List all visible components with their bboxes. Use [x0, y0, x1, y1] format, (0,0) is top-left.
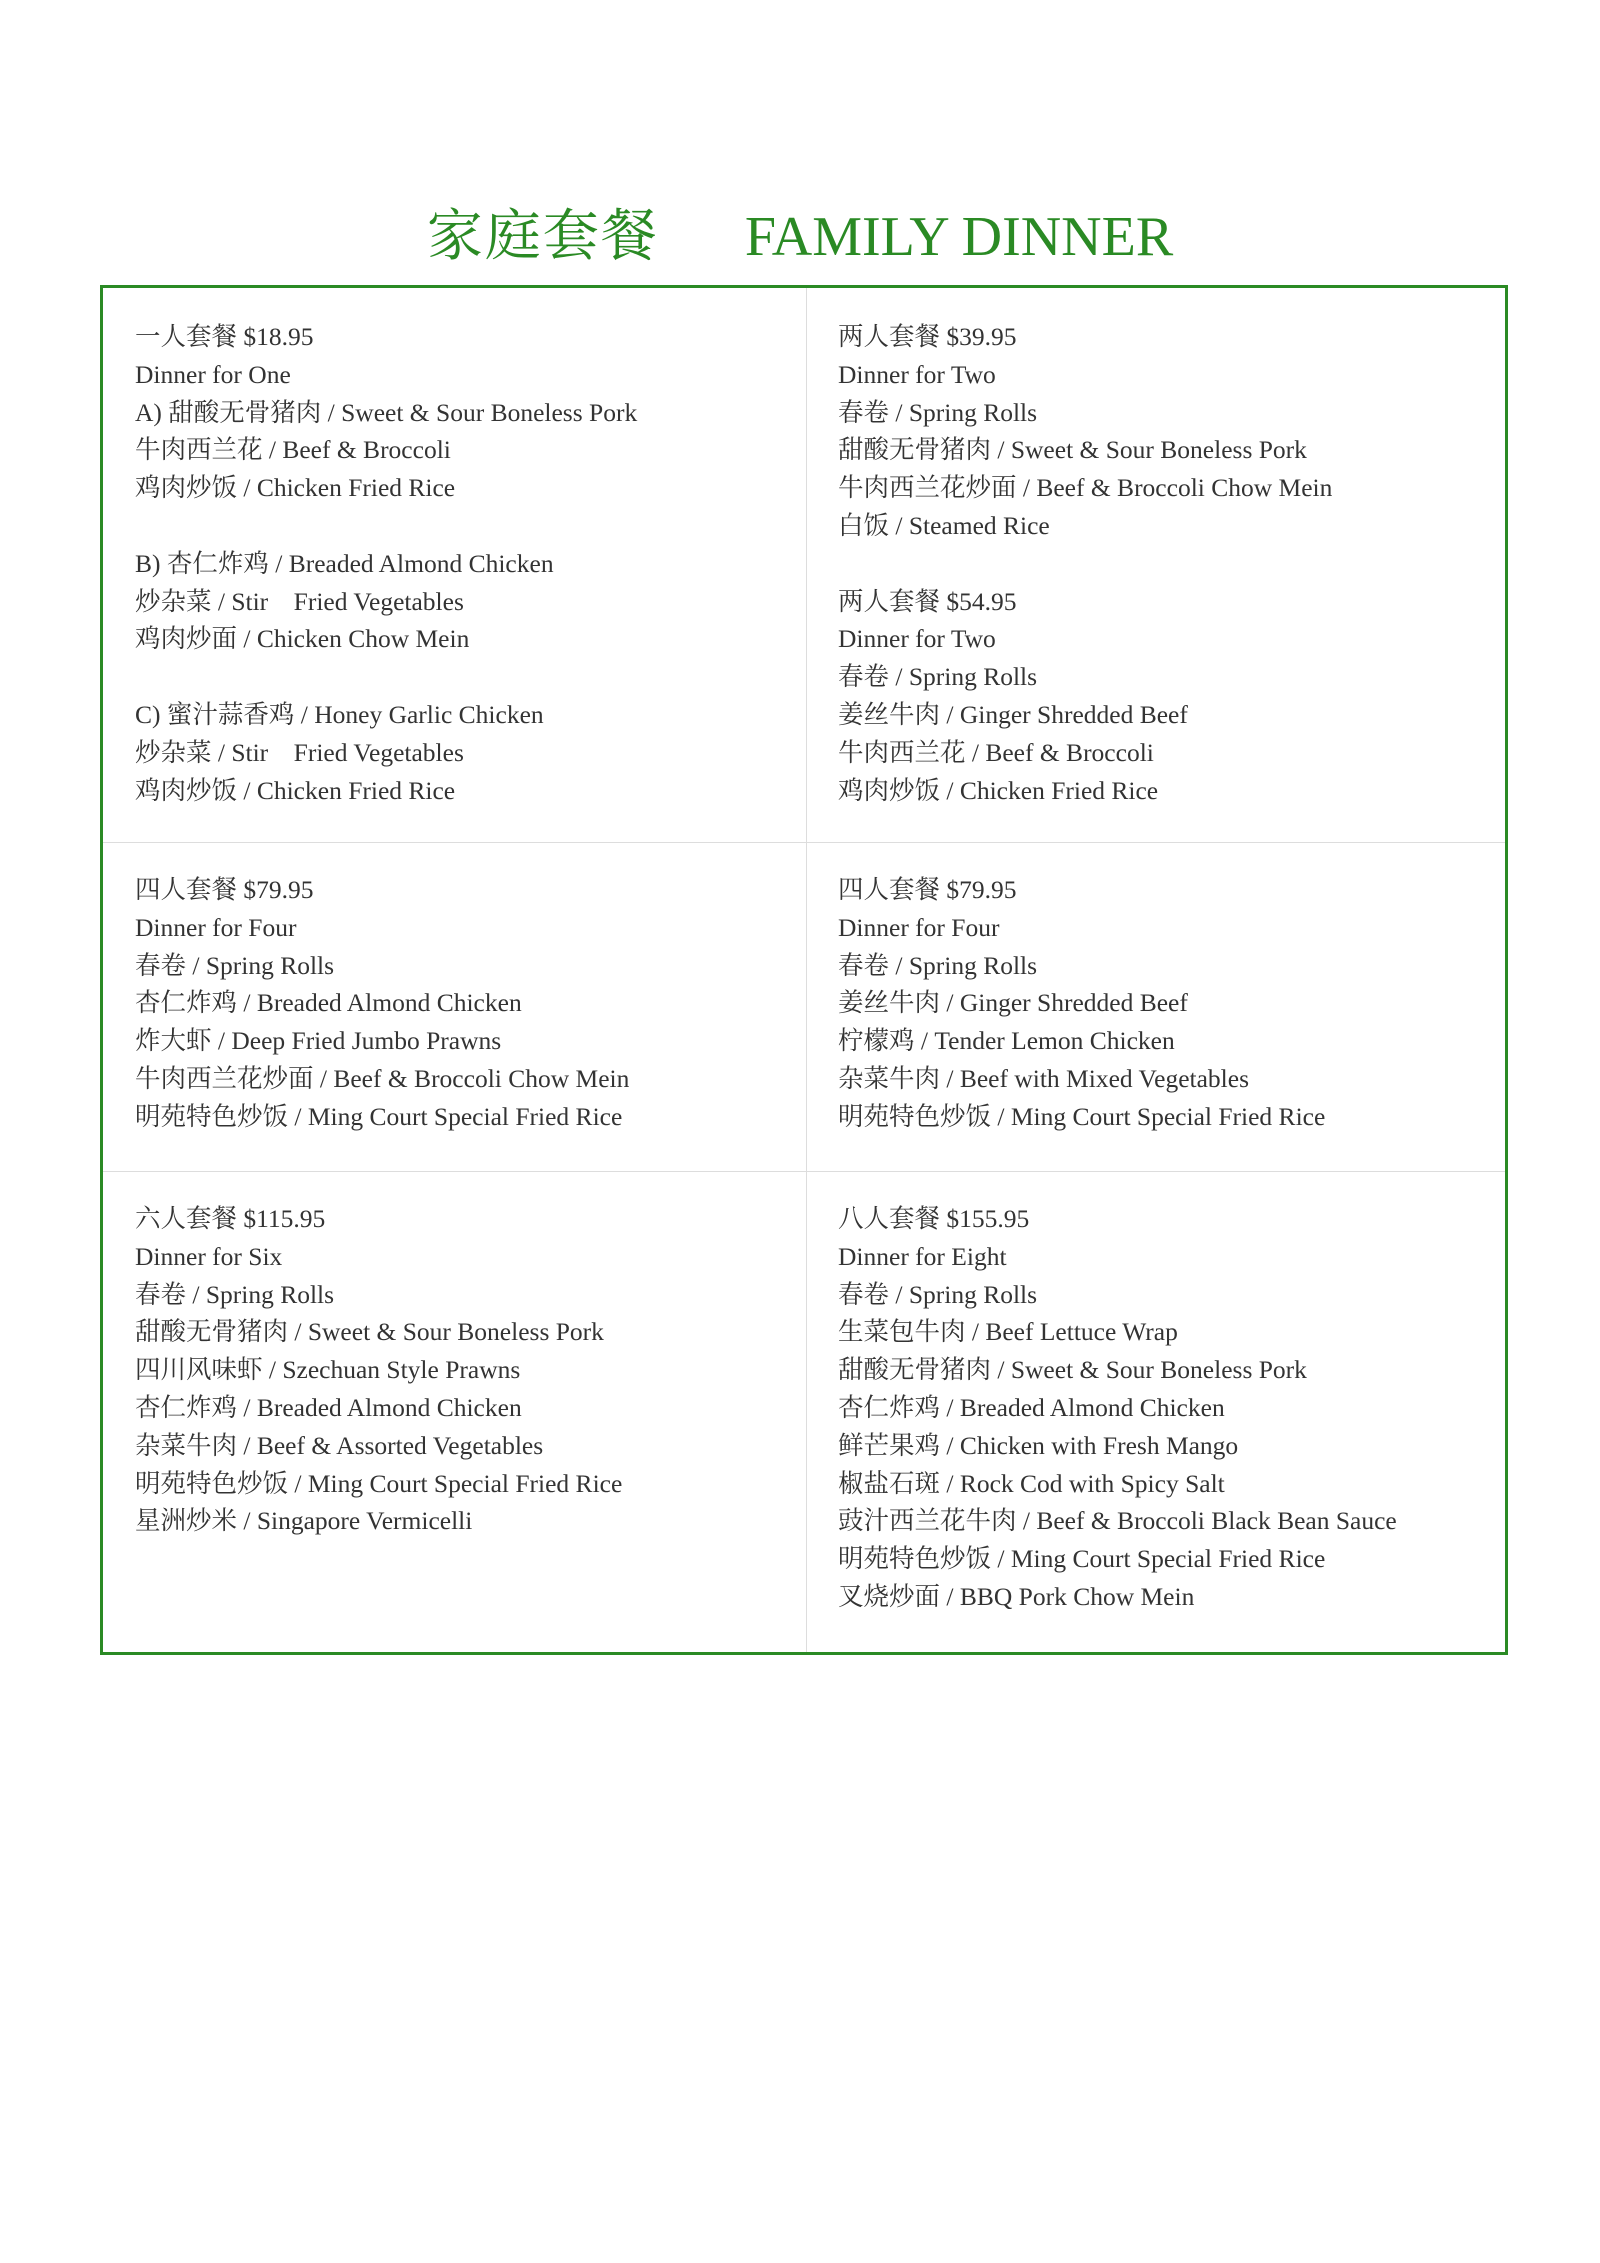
- family-dinner-menu-table: [100, 285, 1508, 1655]
- set-price: 八人套餐 $155.95: [838, 1204, 1030, 1233]
- row-divider: [103, 1171, 1505, 1172]
- menu-item: 春卷 / Spring Rolls: [838, 397, 1038, 427]
- menu-item: 四川风味虾 / Szechuan Style Prawns: [135, 1355, 521, 1385]
- menu-item: 叉烧炒面 / BBQ Pork Chow Mein: [838, 1581, 1195, 1611]
- spacer: [135, 507, 806, 545]
- menu-item: 甜酸无骨猪肉 / Sweet & Sour Boneless Pork: [135, 1317, 604, 1347]
- menu-item: 椒盐石斑 / Rock Cod with Spicy Salt: [838, 1468, 1225, 1498]
- menu-item: 春卷 / Spring Rolls: [838, 662, 1038, 692]
- menu-item: 白饭 / Steamed Rice: [838, 510, 1050, 540]
- menu-cell-dinner-for-one: [103, 318, 806, 842]
- menu-item: B) 杏仁炸鸡 / Breaded Almond Chicken: [135, 548, 554, 578]
- set-price: 四人套餐 $79.95: [838, 875, 1017, 904]
- menu-cell-dinner-for-six: [103, 1200, 806, 1640]
- menu-item: 牛肉西兰花炒面 / Beef & Broccoli Chow Mein: [135, 1063, 630, 1093]
- page-title-chinese: 家庭套餐: [426, 206, 659, 268]
- menu-item: 春卷 / Spring Rolls: [838, 950, 1038, 980]
- row-divider: [103, 842, 1505, 843]
- menu-cell-dinner-for-two: [806, 318, 1505, 842]
- menu-item: 炸大虾 / Deep Fried Jumbo Prawns: [135, 1026, 502, 1056]
- menu-item: 生菜包牛肉 / Beef Lettuce Wrap: [838, 1317, 1178, 1347]
- menu-item: 鸡肉炒面 / Chicken Chow Mein: [135, 624, 470, 654]
- menu-item: 豉汁西兰花牛肉 / Beef & Broccoli Black Bean Sauce: [838, 1506, 1397, 1536]
- menu-item: 鸡肉炒饭 / Chicken Fried Rice: [838, 775, 1159, 805]
- set-name: Dinner for Six: [135, 1241, 283, 1271]
- menu-item: 甜酸无骨猪肉 / Sweet & Sour Boneless Pork: [838, 1355, 1307, 1385]
- page-title-english: FAMILY DINNER: [744, 206, 1174, 268]
- menu-item: C) 蜜汁蒜香鸡 / Honey Garlic Chicken: [135, 699, 544, 729]
- page-title: [0, 205, 1600, 269]
- menu-item: 杏仁炸鸡 / Breaded Almond Chicken: [838, 1392, 1225, 1422]
- menu-item: 甜酸无骨猪肉 / Sweet & Sour Boneless Pork: [838, 435, 1307, 465]
- menu-item: 炒杂菜 / Stir Fried Vegetables: [135, 737, 464, 767]
- menu-item: 杂菜牛肉 / Beef & Assorted Vegetables: [135, 1430, 544, 1460]
- menu-item: 春卷 / Spring Rolls: [135, 1279, 335, 1309]
- set-name: Dinner for One: [135, 359, 291, 389]
- set-name: Dinner for Eight: [838, 1241, 1007, 1271]
- menu-item: 柠檬鸡 / Tender Lemon Chicken: [838, 1026, 1175, 1056]
- menu-item: 杏仁炸鸡 / Breaded Almond Chicken: [135, 1392, 522, 1422]
- menu-item: 星洲炒米 / Singapore Vermicelli: [135, 1506, 473, 1536]
- menu-item: 鸡肉炒饭 / Chicken Fried Rice: [135, 473, 456, 503]
- menu-item: 明苑特色炒饭 / Ming Court Special Fried Rice: [838, 1101, 1326, 1131]
- set-name: Dinner for Two: [838, 359, 996, 389]
- menu-item: 春卷 / Spring Rolls: [135, 950, 335, 980]
- menu-cell-dinner-for-four-a: [103, 871, 806, 1171]
- set-price: 六人套餐 $115.95: [135, 1204, 326, 1233]
- set-name: Dinner for Two: [838, 624, 996, 654]
- set-price: 两人套餐 $54.95: [838, 586, 1017, 616]
- menu-item: 明苑特色炒饭 / Ming Court Special Fried Rice: [135, 1101, 623, 1131]
- spacer: [135, 658, 806, 696]
- menu-item: A) 甜酸无骨猪肉 / Sweet & Sour Boneless Pork: [135, 397, 638, 427]
- menu-item: 牛肉西兰花 / Beef & Broccoli: [838, 737, 1154, 767]
- set-name: Dinner for Four: [135, 912, 297, 942]
- menu-grid: [103, 288, 1505, 1652]
- spacer: [838, 545, 1505, 583]
- set-price: 一人套餐 $18.95: [135, 322, 314, 351]
- menu-cell-dinner-for-four-b: [806, 871, 1505, 1171]
- set-price: 两人套餐 $39.95: [838, 322, 1017, 351]
- menu-item: 牛肉西兰花 / Beef & Broccoli: [135, 435, 451, 465]
- menu-item: 姜丝牛肉 / Ginger Shredded Beef: [838, 699, 1188, 729]
- menu-item: 明苑特色炒饭 / Ming Court Special Fried Rice: [838, 1544, 1326, 1574]
- menu-item: 杏仁炸鸡 / Breaded Almond Chicken: [135, 988, 522, 1018]
- menu-item: 姜丝牛肉 / Ginger Shredded Beef: [838, 988, 1188, 1018]
- set-price: 四人套餐 $79.95: [135, 875, 314, 904]
- menu-item: 鲜芒果鸡 / Chicken with Fresh Mango: [838, 1430, 1239, 1460]
- menu-item: 明苑特色炒饭 / Ming Court Special Fried Rice: [135, 1468, 623, 1498]
- menu-item: 春卷 / Spring Rolls: [838, 1279, 1038, 1309]
- menu-item: 杂菜牛肉 / Beef with Mixed Vegetables: [838, 1063, 1250, 1093]
- menu-item: 炒杂菜 / Stir Fried Vegetables: [135, 586, 464, 616]
- menu-cell-dinner-for-eight: [806, 1200, 1505, 1640]
- menu-item: 牛肉西兰花炒面 / Beef & Broccoli Chow Mein: [838, 473, 1333, 503]
- set-name: Dinner for Four: [838, 912, 1000, 942]
- menu-item: 鸡肉炒饭 / Chicken Fried Rice: [135, 775, 456, 805]
